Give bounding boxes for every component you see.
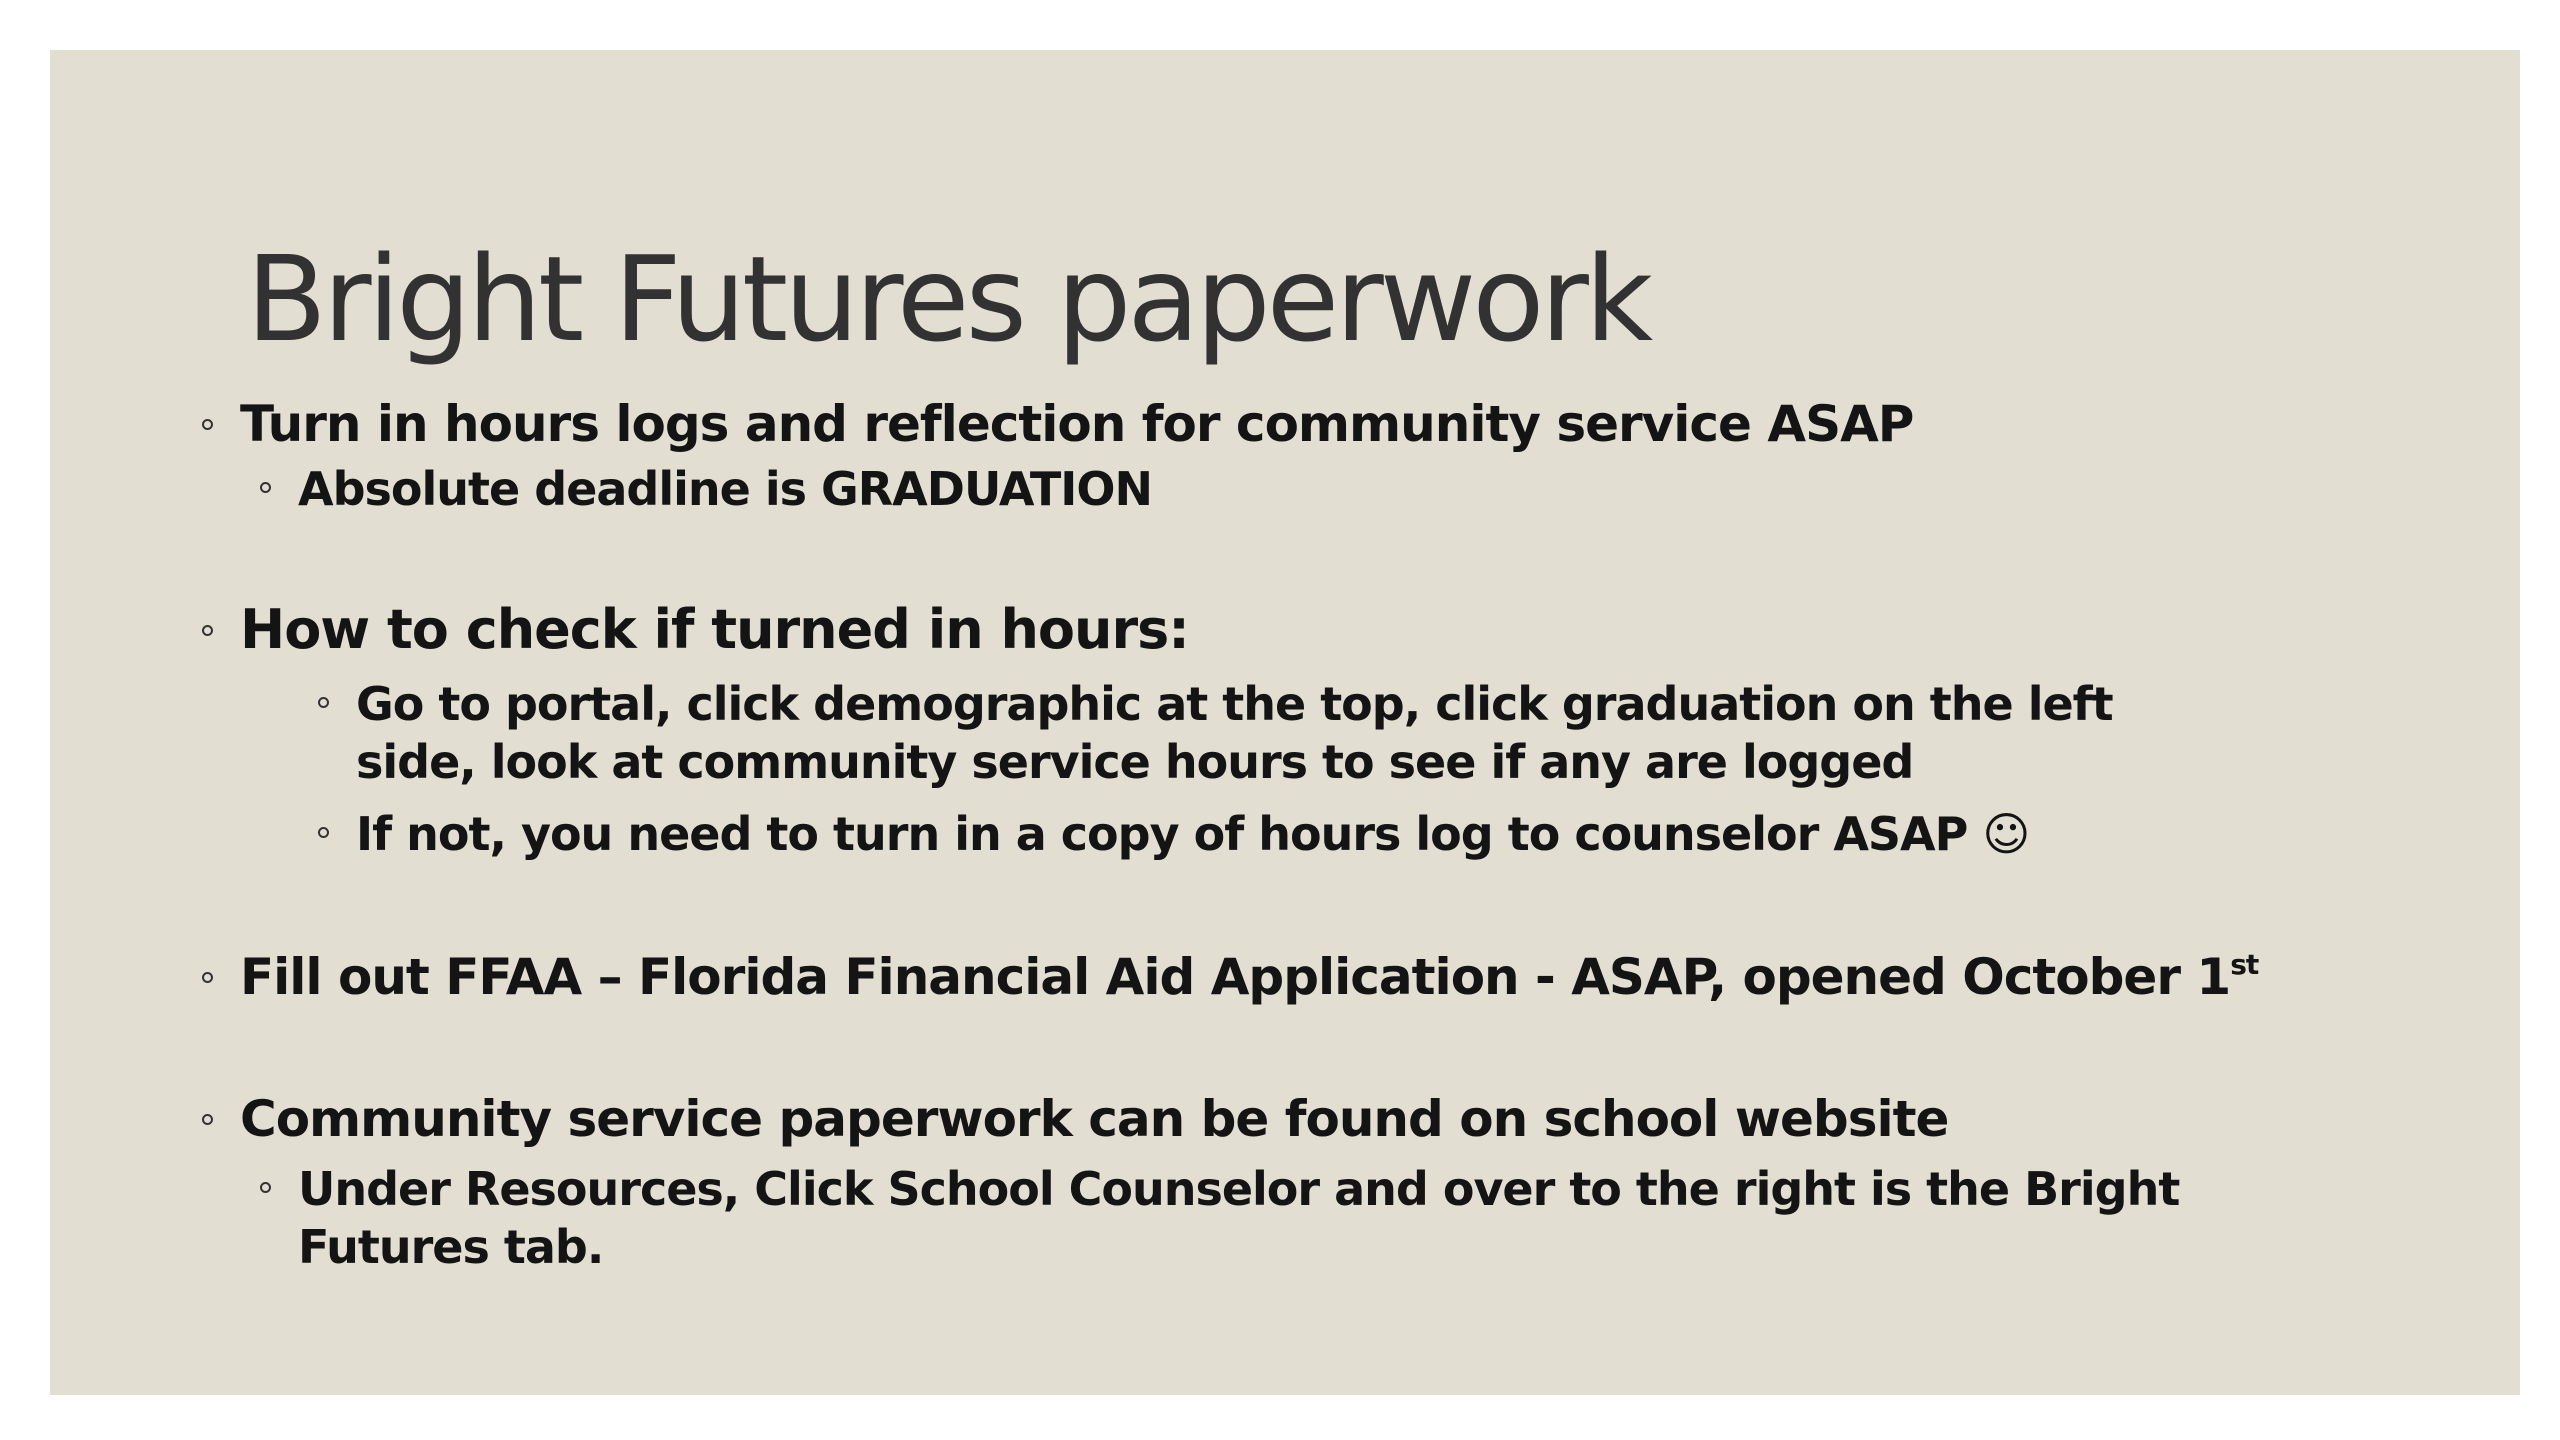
bullet-text-line: Futures tab. [298,1220,604,1274]
bullet-text-line: Go to portal, click demographic at the top, click graduation on the left [356,677,2113,731]
bullet-text-line: side, look at community service hours to see if any are logged [356,735,1914,789]
bullet-text: If not, you need to turn in a copy of hours log to counselor ASAP ☺ [356,807,2030,861]
bullet-text: Community service paperwork can be found on school website [240,1090,1949,1148]
bullet-circle-icon [202,972,213,983]
sub-bullet-portal-steps [356,675,2113,791]
bullet-circle-icon [202,1114,213,1125]
bullet-circle-icon [260,1182,271,1193]
slide-content [50,50,2520,1395]
bullet-circle-icon [202,625,213,636]
bullet-hours-logs [240,395,1913,453]
bullet-text: Absolute deadline is GRADUATION [298,462,1153,516]
bullet-ffaa [240,948,2258,1006]
bullet-how-to-check [240,598,1189,661]
bullet-circle-icon [318,697,329,708]
bullet-circle-icon [202,419,213,430]
bullet-text-line: Under Resources, Click School Counselor and over to the right is the Bright [298,1162,2180,1216]
superscript-st: st [2230,948,2259,981]
slide-title: Bright Futures paperwork [246,230,1650,368]
bullet-text: Turn in hours logs and reflection for community service ASAP [240,395,1914,453]
sub-bullet-resources [298,1160,2179,1276]
sub-bullet-if-not [356,805,2029,863]
slide [50,50,2520,1395]
bullet-circle-icon [260,482,271,493]
bullet-circle-icon [318,827,329,838]
bullet-text: How to check if turned in hours: [240,598,1189,661]
bullet-text: Fill out FFAA – Florida Financial Aid Application - ASAP, opened October 1 [240,948,2231,1006]
bullet-community-service [240,1090,1948,1148]
sub-bullet-deadline [298,460,1152,518]
